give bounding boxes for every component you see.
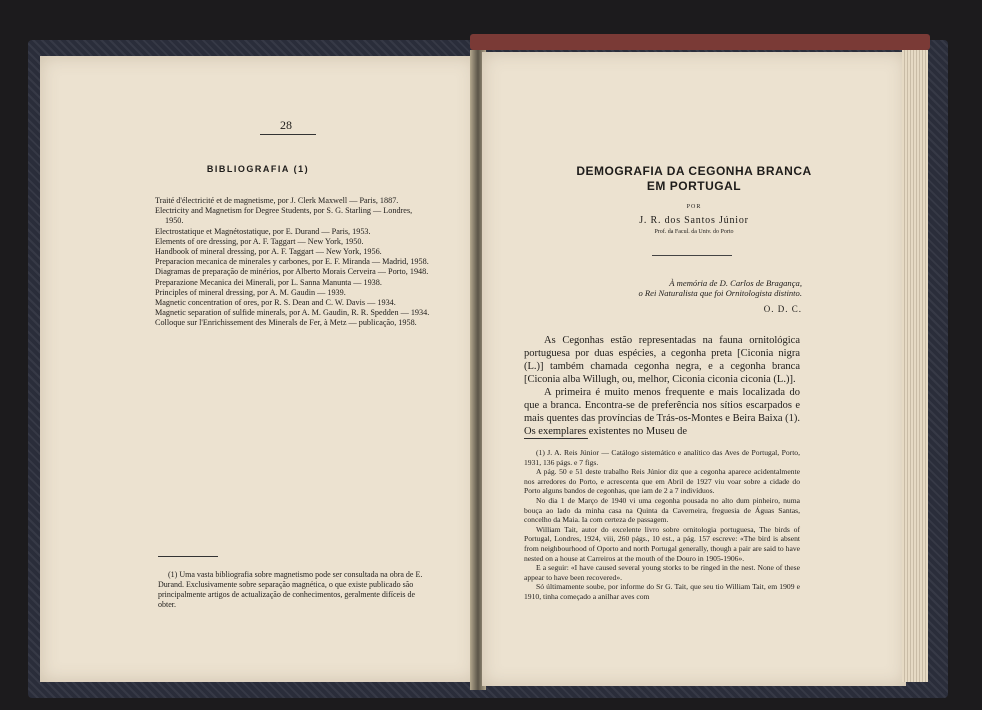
- footnote-paragraph: William Tait, autor do excelente livro sobre ornitologia portuguesa, The birds of Portugal, Londres, 1924, viii, 260 págs., 10 est., a pág. 157 escreve: «The bird is absent from neighbourhood of Oporto and north Portugal generally, though a pair are said to have nested on a house at Carreiros at the mouth of the Douro in 1905-1906».: [524, 524, 800, 563]
- page-number: 28: [280, 118, 292, 132]
- bibliography-heading: BIBLIOGRAFIA (1): [206, 164, 310, 174]
- footnote: (1) Uma vasta bibliografia sobre magnetismo pode ser consultada na obra de E. Durand. Exclusivamente sobre separação magnética, o que existe publicado são principalmente artigos de actualização de conhecimentos, geralmente difíceis de obter.: [158, 570, 423, 609]
- bibliography-entry: Magnetic separation of sulfide minerals, por A. M. Gaudin, R. R. Spedden — 1934.: [155, 308, 430, 318]
- bibliography-entry: Elements of ore dressing, por A. F. Taggart — New York, 1950.: [155, 236, 364, 246]
- by-label: POR: [686, 204, 702, 210]
- bibliography-entry: Electrostatique et Magnétostatique, por E. Durand — Paris, 1953.: [155, 226, 371, 236]
- bibliography-entry: Electricity and Magnetism for Degree Students, por S. G. Starling — Londres, 1950.: [155, 206, 413, 226]
- bibliography-entry: Principles of mineral dressing, por A. M. Gaudin — 1939.: [155, 287, 346, 297]
- footnote-paragraph: (1) J. A. Reis Júnior — Catálogo sistemático e analítico das Aves de Portugal, Porto, 1931, 136 págs. e 7 figs.: [524, 448, 800, 467]
- author-name: J. R. dos Santos Júnior: [639, 215, 749, 226]
- red-page-edge: [470, 34, 930, 50]
- body-paragraph: A primeira é muito menos frequente e mais localizada do que a branca. Encontra-se de preferência nos sítios escarpados e mais quentes das províncias de Trás-os-Montes e Beira Baixa (1). Os exemplares existentes no Museu de: [524, 387, 800, 437]
- dedication-odc: O. D. C.: [763, 304, 802, 314]
- title-line: EM PORTUGAL: [646, 179, 742, 193]
- bibliography-entry: Traité d'électricité et de magnetisme, por J. Clerk Maxwell — Paris, 1887.: [155, 196, 399, 205]
- footnote-rule: [158, 556, 218, 557]
- footnote-paragraph: A pág. 50 e 51 deste trabalho Reis Júnior diz que a cegonha aparece acidentalmente nos arredores do Porto, e acrescenta que em Abril de 1927 viu voar sobre a cidade do Porto alguns bandos de cegonhas, que iam de 2 a 7 indivíduos.: [524, 467, 800, 496]
- section-rule: [652, 255, 732, 256]
- title-line: DEMOGRAFIA DA CEGONHA BRANCA: [576, 164, 812, 178]
- dedication: [582, 278, 802, 298]
- bibliography-entry: Colloque sur l'Enrichissement des Minerals de Fer, à Metz — publicação, 1958.: [155, 318, 417, 328]
- page-stack-edges: [902, 50, 928, 682]
- article-title: [482, 164, 906, 194]
- bibliography-entry: Preparazione Mecanica dei Minerali, por L. Sanna Manunta — 1938.: [155, 277, 382, 287]
- bibliography-entry: Preparacion mecanica de minerales y carbones, por E. F. Miranda — Madrid, 1958.: [155, 257, 429, 267]
- footnotes: [524, 448, 800, 602]
- bibliography-entry: Diagramas de preparação de minérios, por Alberto Morais Cerveira — Porto, 1948.: [155, 267, 429, 277]
- footnote-rule: [524, 438, 588, 439]
- bibliography-list: [155, 196, 430, 329]
- author-affiliation: Prof. da Facul. da Univ. do Porto: [654, 229, 734, 235]
- left-page: [40, 56, 476, 682]
- footnote-paragraph: No dia 1 de Março de 1940 vi uma cegonha pousada no alto dum pinheiro, numa bouça ao lado da minha casa na Quinta da Caverneira, freguesia de Águas Santas, concelho da Maia. Ia com certeza de passagem.: [524, 495, 800, 525]
- body-paragraph: As Cegonhas estão representadas na fauna ornitológica portuguesa por duas espécies, a cegonha preta [Ciconia nigra (L.)] também chamada cegonha negra, e a cegonha branca [Ciconia alba Willugh, ou, melhor, Ciconia ciconia ciconia (L.)].: [524, 335, 800, 385]
- right-page: [482, 52, 906, 686]
- article-body: [524, 334, 800, 438]
- page-number-rule: [260, 134, 316, 135]
- dedication-line: À memória de D. Carlos de Bragança,: [669, 278, 802, 288]
- dedication-line: o Rei Naturalista que foi Ornitologista distinto.: [638, 288, 802, 298]
- footnote-paragraph: Só últimamente soube, por informe do Sr G. Tait, que seu tio William Tait, em 1909 e 1910, tinha começado a anilhar aves com: [524, 582, 800, 601]
- bibliography-entry: Handbook of mineral dressing, por A. F. Taggart — New York, 1956.: [155, 247, 382, 257]
- footnote-paragraph: E a seguir: «I have caused several young storks to be ringed in the nest. None of these appear to have been recovered».: [524, 563, 800, 582]
- bibliography-entry: Magnetic concentration of ores, por R. S. Dean and C. W. Davis — 1934.: [155, 298, 396, 308]
